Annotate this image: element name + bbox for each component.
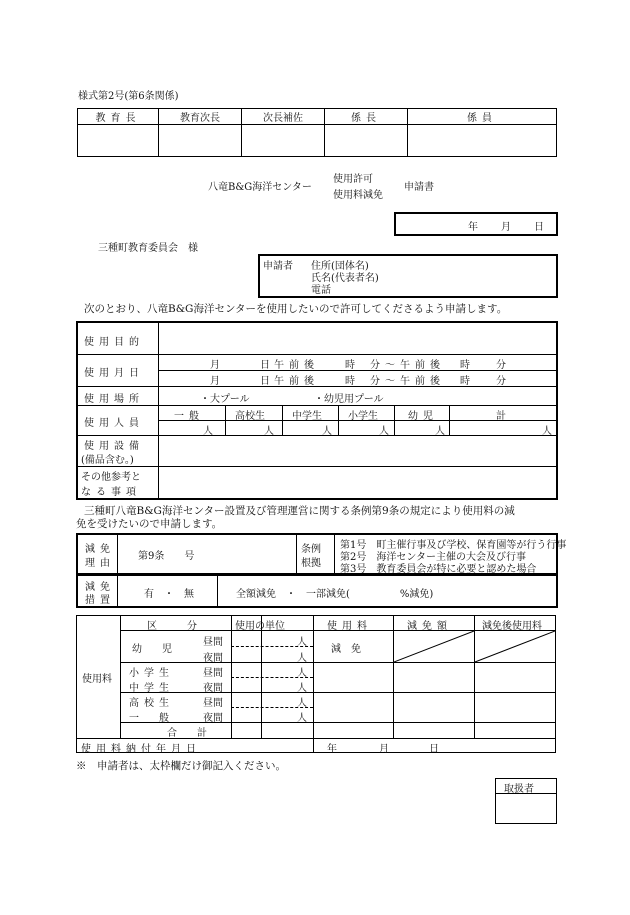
basis-item-3[interactable]: 第3号 教育委員会が特に必要と認めた場合 <box>340 564 537 575</box>
handler-label: 取扱者 <box>504 784 534 795</box>
people-col-total: 計 <box>496 411 506 422</box>
fee-reduction-word: 減 免 <box>331 644 361 655</box>
fee-group-elementary: 小学生 <box>129 668 174 679</box>
fee-unit: 人 <box>297 713 307 724</box>
date-box[interactable] <box>394 212 558 236</box>
applicant-address-label: 住所(団体名) <box>311 261 369 272</box>
payment-year: 年 <box>327 744 337 755</box>
fee-unit: 人 <box>297 668 307 679</box>
fee-group-infant: 幼 児 <box>132 644 172 655</box>
approval-stamp-box[interactable] <box>325 125 408 157</box>
applicant-name-label: 氏名(代表者名) <box>311 273 379 284</box>
date-row1-ampm: 午前後 <box>274 360 319 371</box>
applicant-box[interactable] <box>258 254 558 298</box>
people-unit: 人 <box>264 426 274 437</box>
basis-item-2[interactable]: 第2号 海洋センター主催の大会及び行事 <box>340 552 526 563</box>
fee-header-fee: 使用料 <box>327 621 372 632</box>
people-col-infant: 幼児 <box>408 411 438 422</box>
fee-period: 昼間 <box>203 637 223 648</box>
approval-header: 係長 <box>325 109 408 125</box>
addressee: 三種町教育委員会 様 <box>98 243 198 254</box>
measure-yes-no[interactable]: 有 ・ 無 <box>144 589 194 600</box>
fee-period: 夜間 <box>203 713 223 724</box>
handler-box[interactable] <box>495 778 557 824</box>
form-number: 様式第2号(第6条関係) <box>78 91 179 102</box>
fee-group-middle: 中学生 <box>129 683 174 694</box>
month-label: 月 <box>501 222 511 233</box>
date-row1-to: 分～午前後 <box>370 360 445 371</box>
basis-label-1: 条例 <box>301 544 321 555</box>
other-label-2: なる事項 <box>81 487 141 498</box>
fee-group-high: 高校生 <box>129 698 174 709</box>
fee-side-label: 使用料 <box>82 674 112 685</box>
fee-header-unit: 使用の単位 <box>235 621 285 632</box>
equipment-label: 使用設備 <box>84 441 144 452</box>
other-label: その他参考と <box>81 472 141 483</box>
approval-stamp-box[interactable] <box>159 125 242 157</box>
date-row1-min2: 分 <box>496 360 506 371</box>
basis-label-2: 根拠 <box>301 558 321 569</box>
approval-stamp-box[interactable] <box>78 125 159 157</box>
footnote: ※ 申請者は、太枠欄だけ御記入ください。 <box>76 760 286 772</box>
reason-label-2: 理由 <box>85 558 115 569</box>
fee-header-reduction: 減免額 <box>407 621 452 632</box>
payment-month: 月 <box>379 744 389 755</box>
approval-stamp-box[interactable] <box>408 125 557 157</box>
approval-header: 次長補佐 <box>242 109 325 125</box>
date-row1-hour: 時 <box>345 360 355 371</box>
fee-header-after: 減免後使用料 <box>482 621 542 632</box>
approval-table <box>77 108 557 157</box>
place-label: 使用場所 <box>84 394 144 405</box>
fee-unit: 人 <box>297 698 307 709</box>
people-unit: 人 <box>379 426 389 437</box>
approval-header: 係員 <box>408 109 557 125</box>
people-col-middle: 中学生 <box>292 411 322 422</box>
people-unit: 人 <box>435 426 445 437</box>
reduction-measure-box <box>76 574 558 608</box>
year-label: 年 <box>468 222 478 233</box>
date-row2-hour2: 時 <box>460 376 470 387</box>
date-label: 使用月日 <box>84 368 144 379</box>
date-row1-day: 日 <box>260 360 270 371</box>
date-row1-hour2: 時 <box>460 360 470 371</box>
applicant-phone-label: 電話 <box>311 285 331 296</box>
fee-total: 合 計 <box>167 728 207 739</box>
title-suffix: 申請書 <box>404 182 434 193</box>
date-row2-day: 日 <box>260 376 270 387</box>
people-unit: 人 <box>542 426 552 437</box>
day-label: 日 <box>534 222 544 233</box>
people-unit: 人 <box>203 426 213 437</box>
fee-payment-label: 使用料納付年月日 <box>81 744 201 755</box>
title-permit: 使用許可 <box>333 174 373 185</box>
payment-day: 日 <box>429 744 439 755</box>
people-label: 使用人員 <box>84 418 144 429</box>
purpose-label: 使用目的 <box>84 337 144 348</box>
reduction-reason-box <box>76 533 567 575</box>
fee-unit: 人 <box>297 683 307 694</box>
fee-period: 夜間 <box>203 653 223 664</box>
approval-header: 教育長 <box>78 109 159 125</box>
fee-unit: 人 <box>297 653 307 664</box>
people-col-general: 一般 <box>174 411 204 422</box>
measure-label-1: 減免 <box>85 582 115 593</box>
fee-group-general: 一 般 <box>129 713 169 724</box>
equipment-label-2: (備品含む。) <box>81 455 134 466</box>
people-unit: 人 <box>322 426 332 437</box>
diagonal-slash <box>394 631 555 662</box>
reduction-intro-2: 免を受けたいので申請します。 <box>76 518 223 530</box>
fee-period: 昼間 <box>203 668 223 679</box>
date-row2-to: 分～午前後 <box>370 376 445 387</box>
approval-header: 教育次長 <box>159 109 242 125</box>
fee-period: 昼間 <box>203 698 223 709</box>
fee-unit: 人 <box>297 637 307 648</box>
reason-label-1: 減免 <box>85 544 115 555</box>
fee-table <box>76 615 556 753</box>
title-reduction: 使用料減免 <box>333 190 383 201</box>
people-col-elementary: 小学生 <box>348 411 378 422</box>
intro-text: 次のとおり、八竜B&G海洋センターを使用したいので許可してくださるよう申請します。 <box>84 303 508 315</box>
fee-period: 夜間 <box>203 683 223 694</box>
place-option-big-pool[interactable]: ・大プール <box>200 394 250 405</box>
date-row2-hour: 時 <box>345 376 355 387</box>
date-row1-month: 月 <box>210 360 220 371</box>
place-option-kids-pool[interactable]: ・幼児用プール <box>314 394 384 405</box>
usage-table <box>76 321 558 500</box>
approval-stamp-box[interactable] <box>242 125 325 157</box>
applicant-label: 申請者 <box>263 261 293 272</box>
basis-item-1[interactable]: 第1号 町主催行事及び学校、保育園等が行う行事 <box>340 540 567 551</box>
title-facility: 八竜B&G海洋センター <box>208 182 312 193</box>
reduction-intro-1: 三種町八竜B&G海洋センター設置及び管理運営に関する条例第9条の規定により使用料の減 <box>84 505 515 517</box>
reason-clause[interactable]: 第9条 号 <box>138 551 195 562</box>
date-row2-month: 月 <box>210 376 220 387</box>
date-row2-ampm: 午前後 <box>274 376 319 387</box>
measure-type[interactable]: 全額減免 ・ 一部減免( %減免) <box>236 589 434 600</box>
people-col-high: 高校生 <box>235 411 265 422</box>
measure-label-2: 措置 <box>85 595 115 606</box>
date-row2-min2: 分 <box>496 376 506 387</box>
fee-header-category: 区 分 <box>147 621 197 632</box>
